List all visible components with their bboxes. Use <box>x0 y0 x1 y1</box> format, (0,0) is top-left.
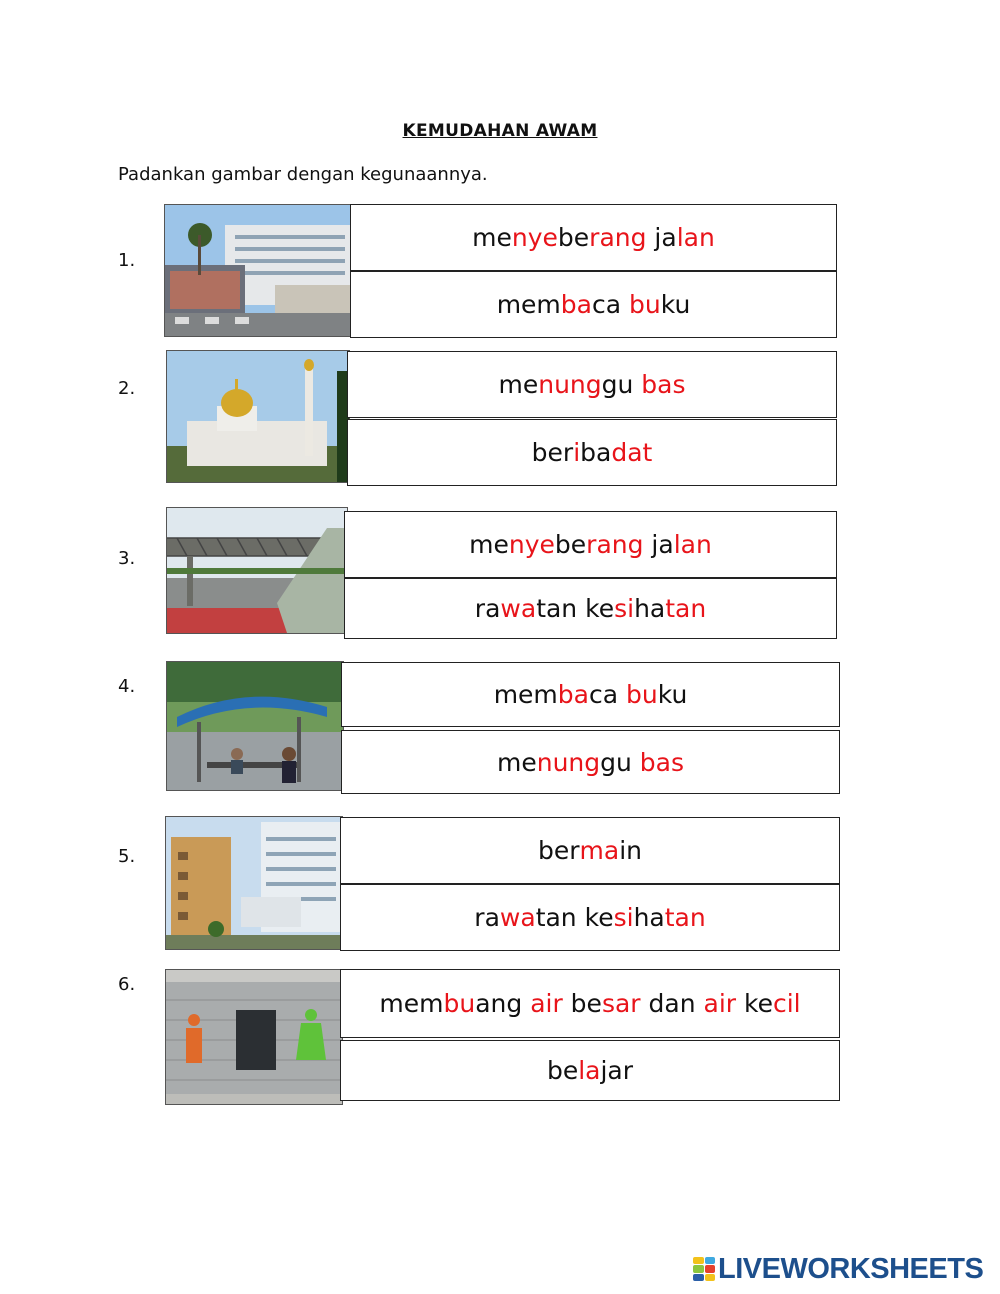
syllable: ha <box>633 903 665 932</box>
syllable: tan ke <box>535 903 614 932</box>
liveworksheets-logo[interactable] <box>693 1254 983 1284</box>
syllable: be <box>546 1056 579 1085</box>
syllable-highlight: i <box>573 438 581 467</box>
pedestrian-bridge-image <box>166 507 348 634</box>
syllable-highlight: lan <box>676 223 715 252</box>
syllable-highlight: ba <box>560 290 592 319</box>
answer-option[interactable] <box>347 351 837 418</box>
question-number: 3. <box>118 548 136 569</box>
syllable-highlight: lan <box>673 530 712 559</box>
syllable: me <box>469 530 509 559</box>
answer-option[interactable] <box>344 578 837 639</box>
question-number: 4. <box>118 676 136 697</box>
syllable: ra <box>474 594 501 623</box>
syllable: ja <box>646 223 677 252</box>
syllable: ca <box>589 680 627 709</box>
bus-stop-image <box>166 661 344 791</box>
syllable: me <box>496 747 537 777</box>
answer-option[interactable] <box>340 969 840 1038</box>
instruction-text: Padankan gambar dengan kegunaannya. <box>118 164 488 185</box>
syllable: gu <box>600 747 640 777</box>
question-number: 2. <box>118 378 136 399</box>
hospital-image <box>165 816 343 950</box>
answer-option[interactable] <box>341 730 840 794</box>
liveworksheets-logo-text: LIVEWORKSHEETS <box>718 1252 984 1285</box>
syllable-highlight: wa <box>499 903 536 932</box>
question-number: 1. <box>118 250 136 271</box>
answer-option[interactable] <box>340 884 840 951</box>
syllable: in <box>619 836 642 865</box>
question-number: 6. <box>118 974 136 995</box>
library-building-image <box>164 204 352 337</box>
syllable-highlight: rang <box>589 223 647 252</box>
syllable: dan <box>640 989 704 1018</box>
syllable: ra <box>474 903 500 932</box>
syllable-highlight: ma <box>579 836 620 865</box>
syllable-highlight: nye <box>508 530 555 559</box>
syllable-highlight: si <box>614 594 635 623</box>
syllable: ber <box>537 836 580 865</box>
syllable-highlight: wa <box>500 594 537 623</box>
syllable: ja <box>643 530 674 559</box>
syllable: ang <box>475 989 531 1018</box>
syllable-highlight: la <box>578 1056 601 1085</box>
answer-option[interactable] <box>350 204 837 271</box>
answer-option[interactable] <box>350 271 837 338</box>
syllable-highlight: bu <box>629 290 661 319</box>
question-number: 5. <box>118 846 136 867</box>
syllable: ku <box>657 680 688 709</box>
syllable-highlight: sar <box>601 989 641 1018</box>
syllable: me <box>472 223 512 252</box>
syllable-highlight: nung <box>536 747 601 777</box>
syllable: mem <box>379 989 444 1018</box>
syllable-highlight: nye <box>511 223 558 252</box>
syllable: jar <box>600 1056 634 1085</box>
syllable-highlight: nung <box>538 370 602 399</box>
answer-option[interactable] <box>340 1040 840 1101</box>
page-title: KEMUDAHAN AWAM <box>402 121 598 141</box>
liveworksheets-logo-icon <box>693 1257 715 1281</box>
syllable-highlight: tan <box>665 594 707 623</box>
syllable-highlight: bas <box>641 370 686 399</box>
syllable-highlight: bu <box>626 680 658 709</box>
mosque-image <box>166 350 350 483</box>
syllable: ba <box>580 438 612 467</box>
syllable-highlight: tan <box>664 903 706 932</box>
syllable: me <box>498 370 539 399</box>
answer-option[interactable] <box>340 817 840 884</box>
syllable-highlight: bu <box>443 989 476 1018</box>
syllable: ha <box>634 594 666 623</box>
syllable: gu <box>601 370 642 399</box>
syllable-highlight: air <box>530 989 563 1018</box>
syllable-highlight: dat <box>611 438 653 467</box>
answer-option[interactable] <box>344 511 837 578</box>
syllable: be <box>554 530 587 559</box>
syllable: ca <box>592 290 630 319</box>
syllable: ke <box>736 989 773 1018</box>
syllable-highlight: rang <box>586 530 644 559</box>
public-toilet-image <box>165 969 343 1105</box>
syllable-highlight: si <box>613 903 634 932</box>
syllable-highlight: air <box>703 989 737 1018</box>
syllable-highlight: bas <box>639 747 685 777</box>
syllable: be <box>557 223 590 252</box>
syllable: ku <box>660 290 691 319</box>
answer-option[interactable] <box>341 662 840 727</box>
syllable: mem <box>493 680 558 709</box>
syllable-highlight: cil <box>772 989 801 1018</box>
syllable: tan ke <box>536 594 615 623</box>
syllable: mem <box>496 290 561 319</box>
syllable-highlight: ba <box>557 680 589 709</box>
answer-option[interactable] <box>347 419 837 486</box>
syllable: ber <box>531 438 574 467</box>
syllable: be <box>562 989 602 1018</box>
